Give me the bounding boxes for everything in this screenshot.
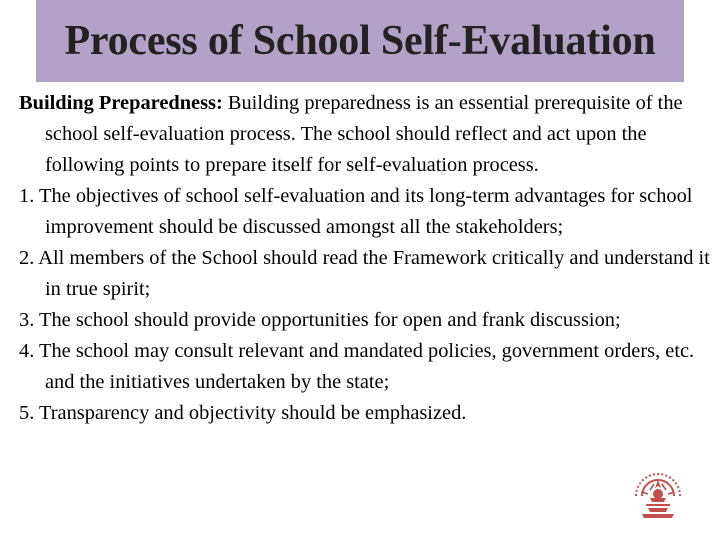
point-item: 5. Transparency and objectivity should be emphasized. [19,402,467,424]
slide-body [19,88,713,429]
point-item: 4. The school may consult relevant and mandated policies, government orders, etc. and the initiatives undertaken by the state; [19,340,695,393]
point-item: 2. All members of the School should read the Framework critically and understand it in true spirit; [19,247,710,300]
point-item: 3. The school should provide opportunities for open and frank discussion; [19,309,621,331]
intro-text: Building preparedness is an essential prerequisite of the school self-evaluation process. The school should reflect and act upon the following points to prepare itself for self-evaluation process. [45,92,683,176]
title-bar [36,0,684,82]
page-title: Process of School Self-Evaluation [64,18,656,64]
point-item: 1. The objectives of school self-evaluation and its long-term advantages for school improvement should be discussed amongst all the stakeholders; [19,185,693,238]
intro-heading: Building Preparedness: [19,92,223,114]
intro-paragraph [19,88,713,181]
institution-seal-icon [628,462,688,524]
